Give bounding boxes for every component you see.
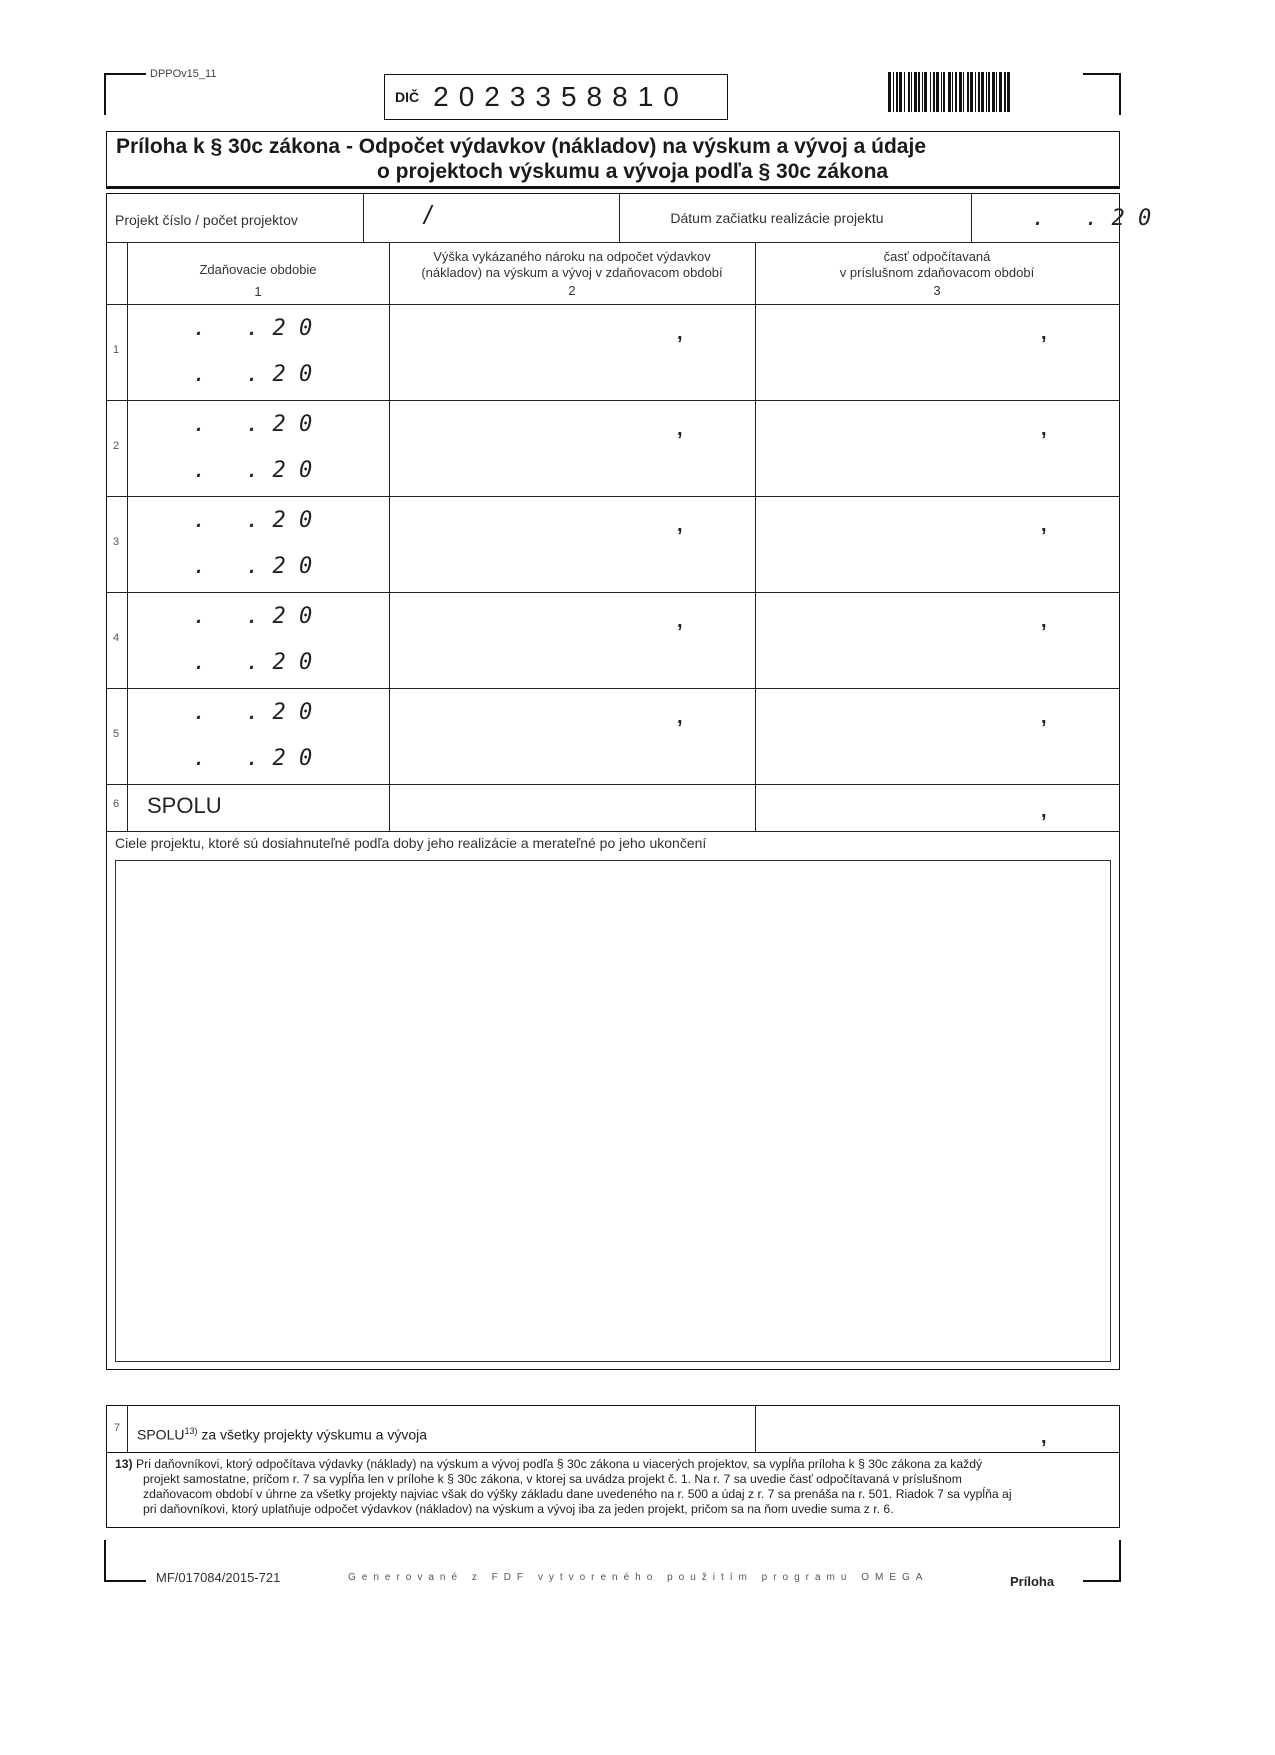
period-from[interactable]: . . 2 0 — [193, 604, 313, 629]
corner-mark-bottom-left — [104, 1540, 146, 1582]
project-number-label: Projekt číslo / počet projektov — [115, 212, 298, 228]
table-row — [107, 304, 1119, 400]
start-date-field[interactable] — [972, 194, 1152, 242]
period-to[interactable]: . . 2 0 — [193, 746, 313, 771]
footnote: 13) Pri daňovníkovi, ktorý odpočítava výdavky (náklady) na výskum a vývoj podľa § 30c zákona u viacerých projektov, sa vypĺňa príloha k § 30c zákona za každý projekt samostatne, pričom r. 7 sa vypĺňa len v prílohe k § 30c zákona, v ktorej sa uvádza projekt č. 1. Na r. 7 sa uvedie časť odpočítavaná v príslušnom zdaňovacom období v úhrne za všetky projekty najviac však do výšky základu dane uvedeného na r. 500 a údaj z r. 7 sa prenáša na r. 501. Riadok 7 sa vypĺňa aj pri daňovníkovi, ktorý uplatňuje odpočet výdavkov (nákladov) na výskum a vývoj iba za jeden projekt, pričom sa na ňom uvedie suma z r. 6. — [115, 1457, 1012, 1516]
table-row — [107, 496, 1119, 592]
title-line-1: Príloha k § 30c zákona - Odpočet výdavkov (nákladov) na výskum a vývoj a údaje — [116, 135, 926, 158]
total-label: SPOLU — [147, 793, 222, 818]
title-line-2: o projektoch výskumu a vývoja podľa § 30c zákona — [377, 160, 889, 183]
col2-header: Výška vykázaného nároku na odpočet výdavkov (nákladov) na výskum a vývoj v zdaňovacom období 2 — [421, 249, 723, 298]
deducted-amount[interactable]: , — [1041, 610, 1047, 632]
row-number: 1 — [113, 344, 120, 356]
deducted-amount[interactable]: , — [1041, 514, 1047, 536]
deducted-amount[interactable]: , — [1041, 322, 1047, 344]
col3-header: časť odpočítavaná v príslušnom zdaňovacom období 3 — [839, 249, 1035, 298]
row7-amount[interactable]: , — [1041, 1426, 1047, 1448]
col1-header: Zdaňovacie obdobie 1 — [199, 262, 317, 299]
period-to[interactable]: . . 2 0 — [193, 650, 313, 675]
row7-label: SPOLU$^{13)}$ za všetky projekty výskumu a vývoja — [137, 1426, 428, 1443]
row-number: 6 — [113, 798, 120, 810]
dic-value: 2023358810 — [433, 81, 689, 112]
footnote-marker: 13) — [115, 1457, 133, 1471]
corner-mark-top-left — [104, 73, 146, 115]
start-date-value: . . 2 0 — [1032, 206, 1152, 231]
period-to[interactable]: . . 2 0 — [193, 554, 313, 579]
total-amount[interactable]: , — [1041, 800, 1047, 822]
corner-mark-bottom-right — [1083, 1540, 1121, 1582]
footer-page-label: Príloha — [1010, 1574, 1055, 1589]
barcode — [888, 72, 1050, 112]
period-from[interactable]: . . 2 0 — [193, 316, 313, 341]
period-from[interactable]: . . 2 0 — [193, 508, 313, 533]
period-to[interactable]: . . 2 0 — [193, 458, 313, 483]
dic-box — [384, 74, 728, 120]
claim-amount[interactable]: , — [677, 418, 683, 440]
title-box — [106, 131, 1120, 189]
main-form — [106, 193, 1152, 1370]
footer-generated: Generované z FDF vytvoreného použitím programu OMEGA — [348, 1572, 929, 1583]
claim-amount[interactable]: , — [677, 514, 683, 536]
claim-amount[interactable]: , — [677, 706, 683, 728]
row-number: 3 — [113, 536, 120, 548]
table-row — [107, 592, 1119, 688]
corner-mark-top-right — [1083, 73, 1121, 115]
claim-amount[interactable]: , — [677, 610, 683, 632]
table-row — [107, 400, 1119, 496]
row-number: 4 — [113, 632, 120, 644]
project-number-value: / — [424, 200, 432, 230]
claim-amount[interactable]: , — [677, 322, 683, 344]
footer-code: MF/017084/2015-721 — [156, 1570, 281, 1585]
deducted-amount[interactable]: , — [1041, 706, 1047, 728]
row7-box — [106, 1405, 1120, 1528]
period-to[interactable]: . . 2 0 — [193, 362, 313, 387]
deducted-amount[interactable]: , — [1041, 418, 1047, 440]
goals-textarea[interactable] — [115, 860, 1111, 1362]
row-number: 5 — [113, 728, 120, 740]
project-number-field[interactable] — [364, 194, 619, 242]
goals-label: Ciele projektu, ktoré sú dosiahnuteľné podľa doby jeho realizácie a merateľné po jeho ukončení — [115, 835, 707, 851]
form-code: DPPOv15_11 — [150, 68, 217, 80]
period-from[interactable]: . . 2 0 — [193, 700, 313, 725]
total-row — [107, 784, 1119, 831]
row-number: 7 — [114, 1422, 121, 1434]
row-number: 2 — [113, 440, 120, 452]
period-from[interactable]: . . 2 0 — [193, 412, 313, 437]
dic-label: DIČ — [395, 89, 420, 105]
table-row — [107, 688, 1119, 784]
start-date-label: Dátum začiatku realizácie projektu — [670, 210, 884, 226]
